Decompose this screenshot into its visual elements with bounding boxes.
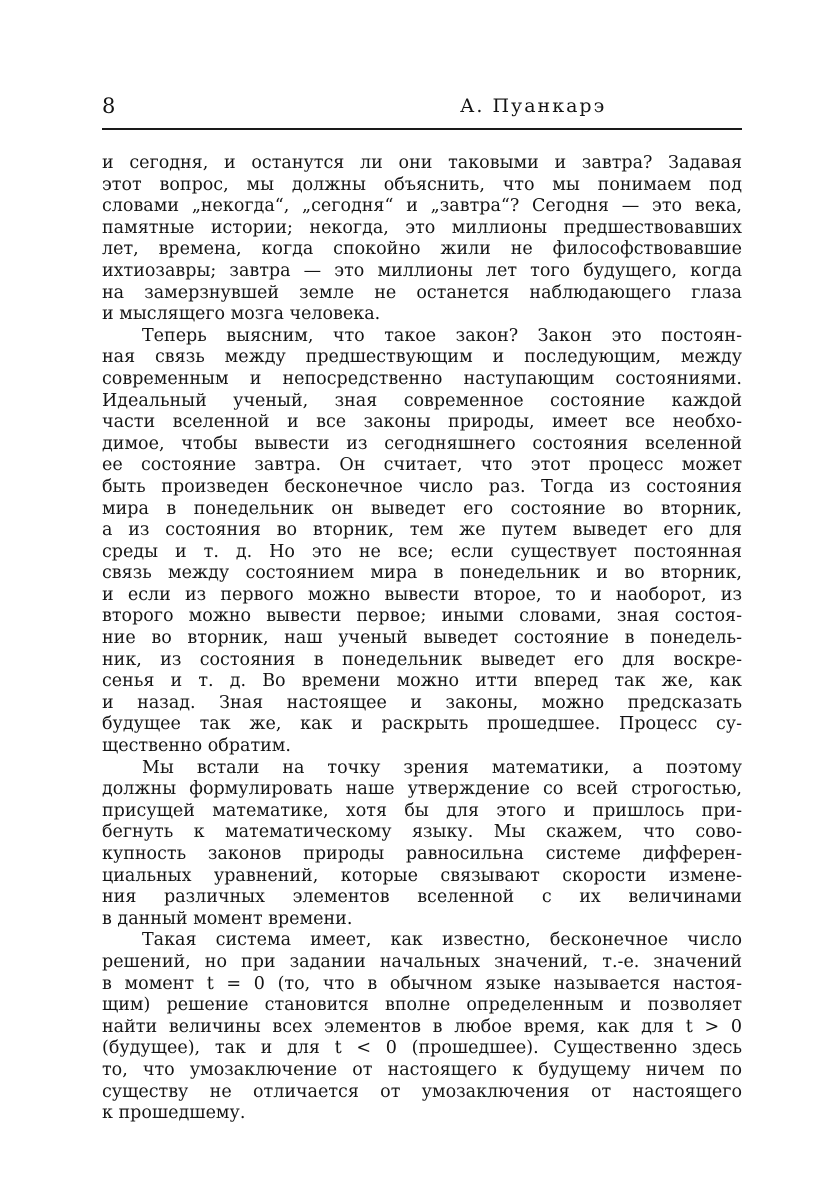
text-line: циальных уравнений, которые связывают скорости измене- <box>102 865 742 886</box>
text-line: и если из первого можно вывести второе, то и наоборот, из <box>102 584 742 605</box>
text-line: лет, времена, когда спокойно жили не философствовавшие <box>102 239 742 260</box>
text-line: щественно обратим. <box>102 736 291 757</box>
text-line: в момент t = 0 (то, что в обычном языке называется настоя- <box>102 973 742 994</box>
text-line: то, что умозаключение от настоящего к будущему ничем по <box>102 1059 742 1080</box>
text-line: и назад. Зная настоящее и законы, можно предсказать <box>102 692 742 713</box>
text-line: словами „некогда“, „сегодня“ и „завтра“? Сегодня — это века, <box>102 196 742 217</box>
text-line: к прошедшему. <box>102 1103 246 1124</box>
page-header <box>102 94 742 120</box>
text-line: бегнуть к математическому языку. Мы скажем, что сово- <box>102 822 742 843</box>
text-line: Такая система имеет, как известно, бесконечное число <box>142 930 742 951</box>
text-line: ная связь между предшествующим и последующим, между <box>102 347 742 368</box>
text-line: этот вопрос, мы должны объяснить, что мы понимаем под <box>102 174 742 195</box>
text-line: связь между состоянием мира в понедельник и во вторник, <box>102 563 742 584</box>
text-line: быть произведен бесконечное число раз. Тогда из состояния <box>102 476 742 497</box>
text-line: (будущее), так и для t < 0 (прошедшее). Существенно здесь <box>102 1038 742 1059</box>
text-line: современным и непосредственно наступающим состояниями. <box>102 368 742 389</box>
text-line: купность законов природы равносильна системе дифферен- <box>102 844 742 864</box>
text-line: Мы встали на точку зрения математики, а поэтому <box>142 757 742 778</box>
text-line: и мыслящего мозга человека. <box>102 304 381 325</box>
text-line: ее состояние завтра. Он считает, что этот процесс может <box>102 455 742 476</box>
text-line: ник, из состояния в понедельник выведет его для воскре- <box>102 649 742 670</box>
page-number: 8 <box>102 94 116 118</box>
header-rule <box>102 128 742 130</box>
running-head: А. Пуанкарэ <box>460 95 607 117</box>
text-line: мира в понедельник он выведет его состояние во вторник, <box>102 498 742 519</box>
text-line: ния различных элементов вселенной с их величинами <box>102 887 742 908</box>
text-line: Теперь выясним, что такое закон? Закон это постоян- <box>142 325 742 346</box>
text-line: а из состояния во вторник, тем же путем выведет его для <box>102 520 742 541</box>
text-line: ихтиозавры; завтра — это миллионы лет того будущего, когда <box>102 260 742 281</box>
text-line: решений, но при задании начальных значений, т.-е. значений <box>102 951 742 972</box>
text-line: существу не отличается от умозаключения от настоящего <box>102 1081 742 1102</box>
text-line: сенья и т. д. Во времени можно итти вперед так же, как <box>102 671 742 692</box>
text-line: присущей математике, хотя бы для этого и пришлось при- <box>102 800 742 821</box>
text-line: и сегодня, и останутся ли они таковыми и завтра? Задавая <box>102 153 742 173</box>
text-line: найти величины всех элементов в любое время, как для t > 0 <box>102 1016 742 1037</box>
body-text <box>102 153 742 1125</box>
text-line: Идеальный ученый, зная современное состояние каждой <box>102 390 742 411</box>
text-line: памятные истории; некогда, это миллионы предшествовавших <box>102 217 742 238</box>
text-line: щим) решение становится вполне определенным и позволяет <box>102 995 742 1016</box>
text-line: должны формулировать наше утверждение со всей строгостью, <box>102 779 742 800</box>
text-line: димое, чтобы вывести из сегодняшнего состояния вселенной <box>102 433 742 454</box>
text-line: второго можно вывести первое; иными словами, зная состоя- <box>102 606 742 627</box>
text-line: в данный момент времени. <box>102 908 353 929</box>
text-line: на замерзнувшей земле не останется наблюдающего глаза <box>102 282 742 303</box>
text-line: среды и т. д. Но это не все; если существует постоянная <box>102 541 742 562</box>
text-line: будущее так же, как и раскрыть прошедшее. Процесс су- <box>102 714 742 735</box>
text-line: части вселенной и все законы природы, имеет все необхо- <box>102 412 742 433</box>
text-line: ние во вторник, наш ученый выведет состояние в понедель- <box>102 628 742 649</box>
